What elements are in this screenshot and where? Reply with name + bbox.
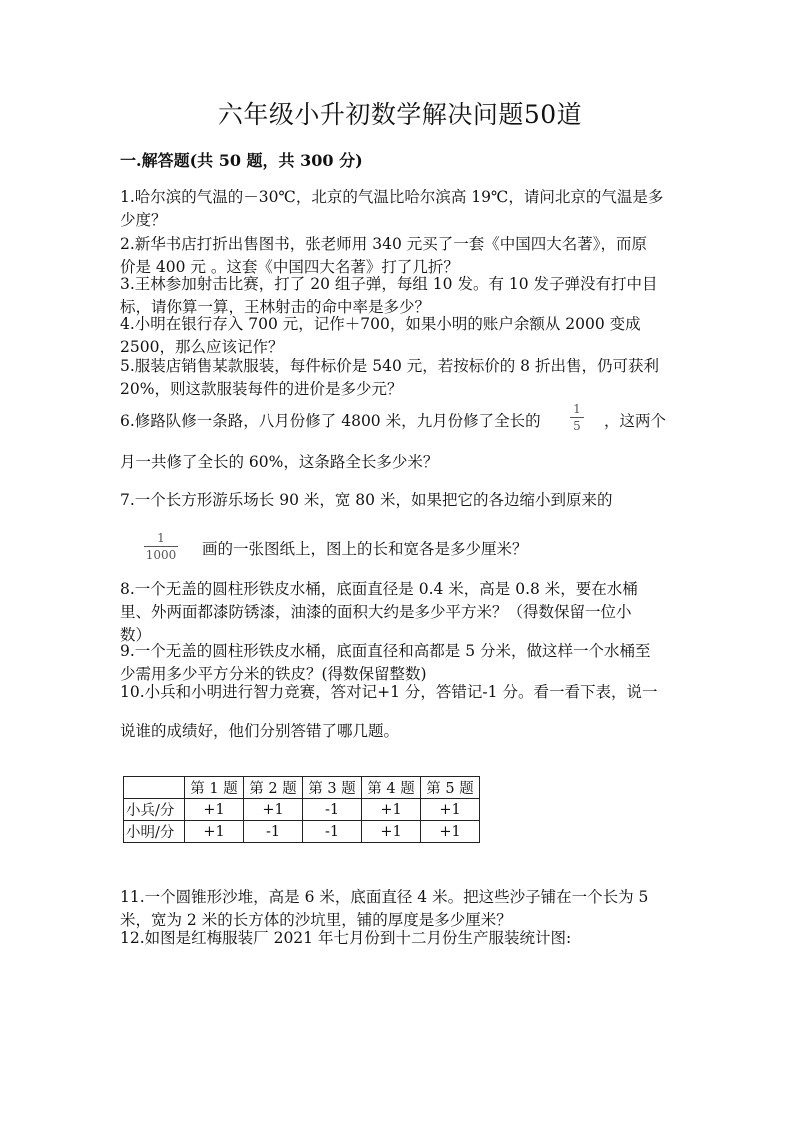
- question-5: 5.服装店销售某款服装，每件标价是 540 元，若按标价的 8 折出售，仍可获利 20%，则这款服装每件的进价是多少元？: [120, 357, 659, 398]
- fraction-numerator: 1: [573, 402, 581, 416]
- fraction-one-fifth: [570, 402, 584, 433]
- page-title: 六年级小升初数学解决问题50道: [217, 100, 583, 129]
- question-6-part-c: 月一共修了全长的 60%，这条路全长多少米？: [120, 453, 439, 471]
- question-8: 8.一个无盖的圆柱形铁皮水桶，底面直径是 0.4 米，高是 0.8 米，要在水桶 里、外两面都漆防锈漆，油漆的面积大约是多少平方米？（得数保留一位小 数）: [120, 580, 638, 644]
- table-cell: +1: [421, 799, 480, 821]
- question-10-part-b: 说谁的成绩好，他们分别答错了哪几题。: [120, 722, 400, 740]
- fraction-bar: [570, 417, 584, 418]
- score-table-header: 第 5 题: [421, 777, 480, 799]
- table-row: [124, 821, 480, 843]
- question-7-part-b: 画的一张图纸上，图上的长和宽各是多少厘米？: [202, 540, 528, 558]
- row-label: 小明/分: [124, 821, 185, 843]
- score-table-header: 第 1 题: [185, 777, 244, 799]
- table-cell: +1: [362, 799, 421, 821]
- question-10-part-a: 10.小兵和小明进行智力竞赛，答对记+1 分，答错记-1 分。看一看下表，说一: [120, 683, 658, 701]
- question-6-part-b: ，这两个: [604, 412, 667, 430]
- question-11: 11.一个圆锥形沙堆，高是 6 米，底面直径 4 米。把这些沙子铺在一个长为 5 米，宽为 2 米的长方体的沙坑里，铺的厚度是多少厘米？: [120, 888, 649, 929]
- score-table-corner-cell: [124, 777, 185, 799]
- score-table-header-row: [124, 777, 480, 799]
- score-table-header: 第 3 题: [303, 777, 362, 799]
- section-heading: 一.解答题(共 50 题，共 300 分): [120, 151, 363, 170]
- question-12: 12.如图是红梅服装厂 2021 年七月份到十二月份生产服装统计图:: [120, 929, 572, 947]
- table-cell: +1: [185, 799, 244, 821]
- table-cell: +1: [421, 821, 480, 843]
- fraction-denominator: 1000: [145, 548, 177, 562]
- table-cell: -1: [244, 821, 303, 843]
- question-9: 9.一个无盖的圆柱形铁皮水桶，底面直径和高都是 5 分米，做这样一个水桶至 少需用多少平方分米的铁皮？(得数保留整数): [120, 642, 651, 683]
- fraction-bar: [144, 546, 178, 547]
- score-table-header: 第 4 题: [362, 777, 421, 799]
- question-6-part-a: 6.修路队修一条路，八月份修了 4800 米，九月份修了全长的: [120, 412, 541, 430]
- table-row: [124, 799, 480, 821]
- table-cell: +1: [244, 799, 303, 821]
- question-4: 4.小明在银行存入 700 元，记作＋700，如果小明的账户余额从 2000 变成 2500，那么应该记作？: [120, 315, 641, 356]
- question-1: 1.哈尔滨的气温的－30℃，北京的气温比哈尔滨高 19℃，请问北京的气温是多 少度？: [120, 188, 664, 229]
- score-table: [123, 776, 480, 843]
- table-cell: -1: [303, 799, 362, 821]
- fraction-numerator: 1: [157, 531, 165, 545]
- question-7-part-a: 7.一个长方形游乐场长 90 米，宽 80 米，如果把它的各边缩小到原来的: [120, 491, 613, 509]
- fraction-denominator: 5: [573, 419, 581, 433]
- table-cell: -1: [303, 821, 362, 843]
- row-label: 小兵/分: [124, 799, 185, 821]
- table-cell: +1: [185, 821, 244, 843]
- table-cell: +1: [362, 821, 421, 843]
- question-3: 3.王林参加射击比赛，打了 20 组子弹，每组 10 发。有 10 发子弹没有打中目 标，请你算一算，王林射击的命中率是多少？: [120, 275, 658, 316]
- score-table-header: 第 2 题: [244, 777, 303, 799]
- fraction-one-thousandth: [144, 531, 178, 562]
- question-2: 2.新华书店打折出售图书，张老师用 340 元买了一套《中国四大名著》，而原 价是 400 元 。这套《中国四大名著》打了几折？: [120, 235, 647, 276]
